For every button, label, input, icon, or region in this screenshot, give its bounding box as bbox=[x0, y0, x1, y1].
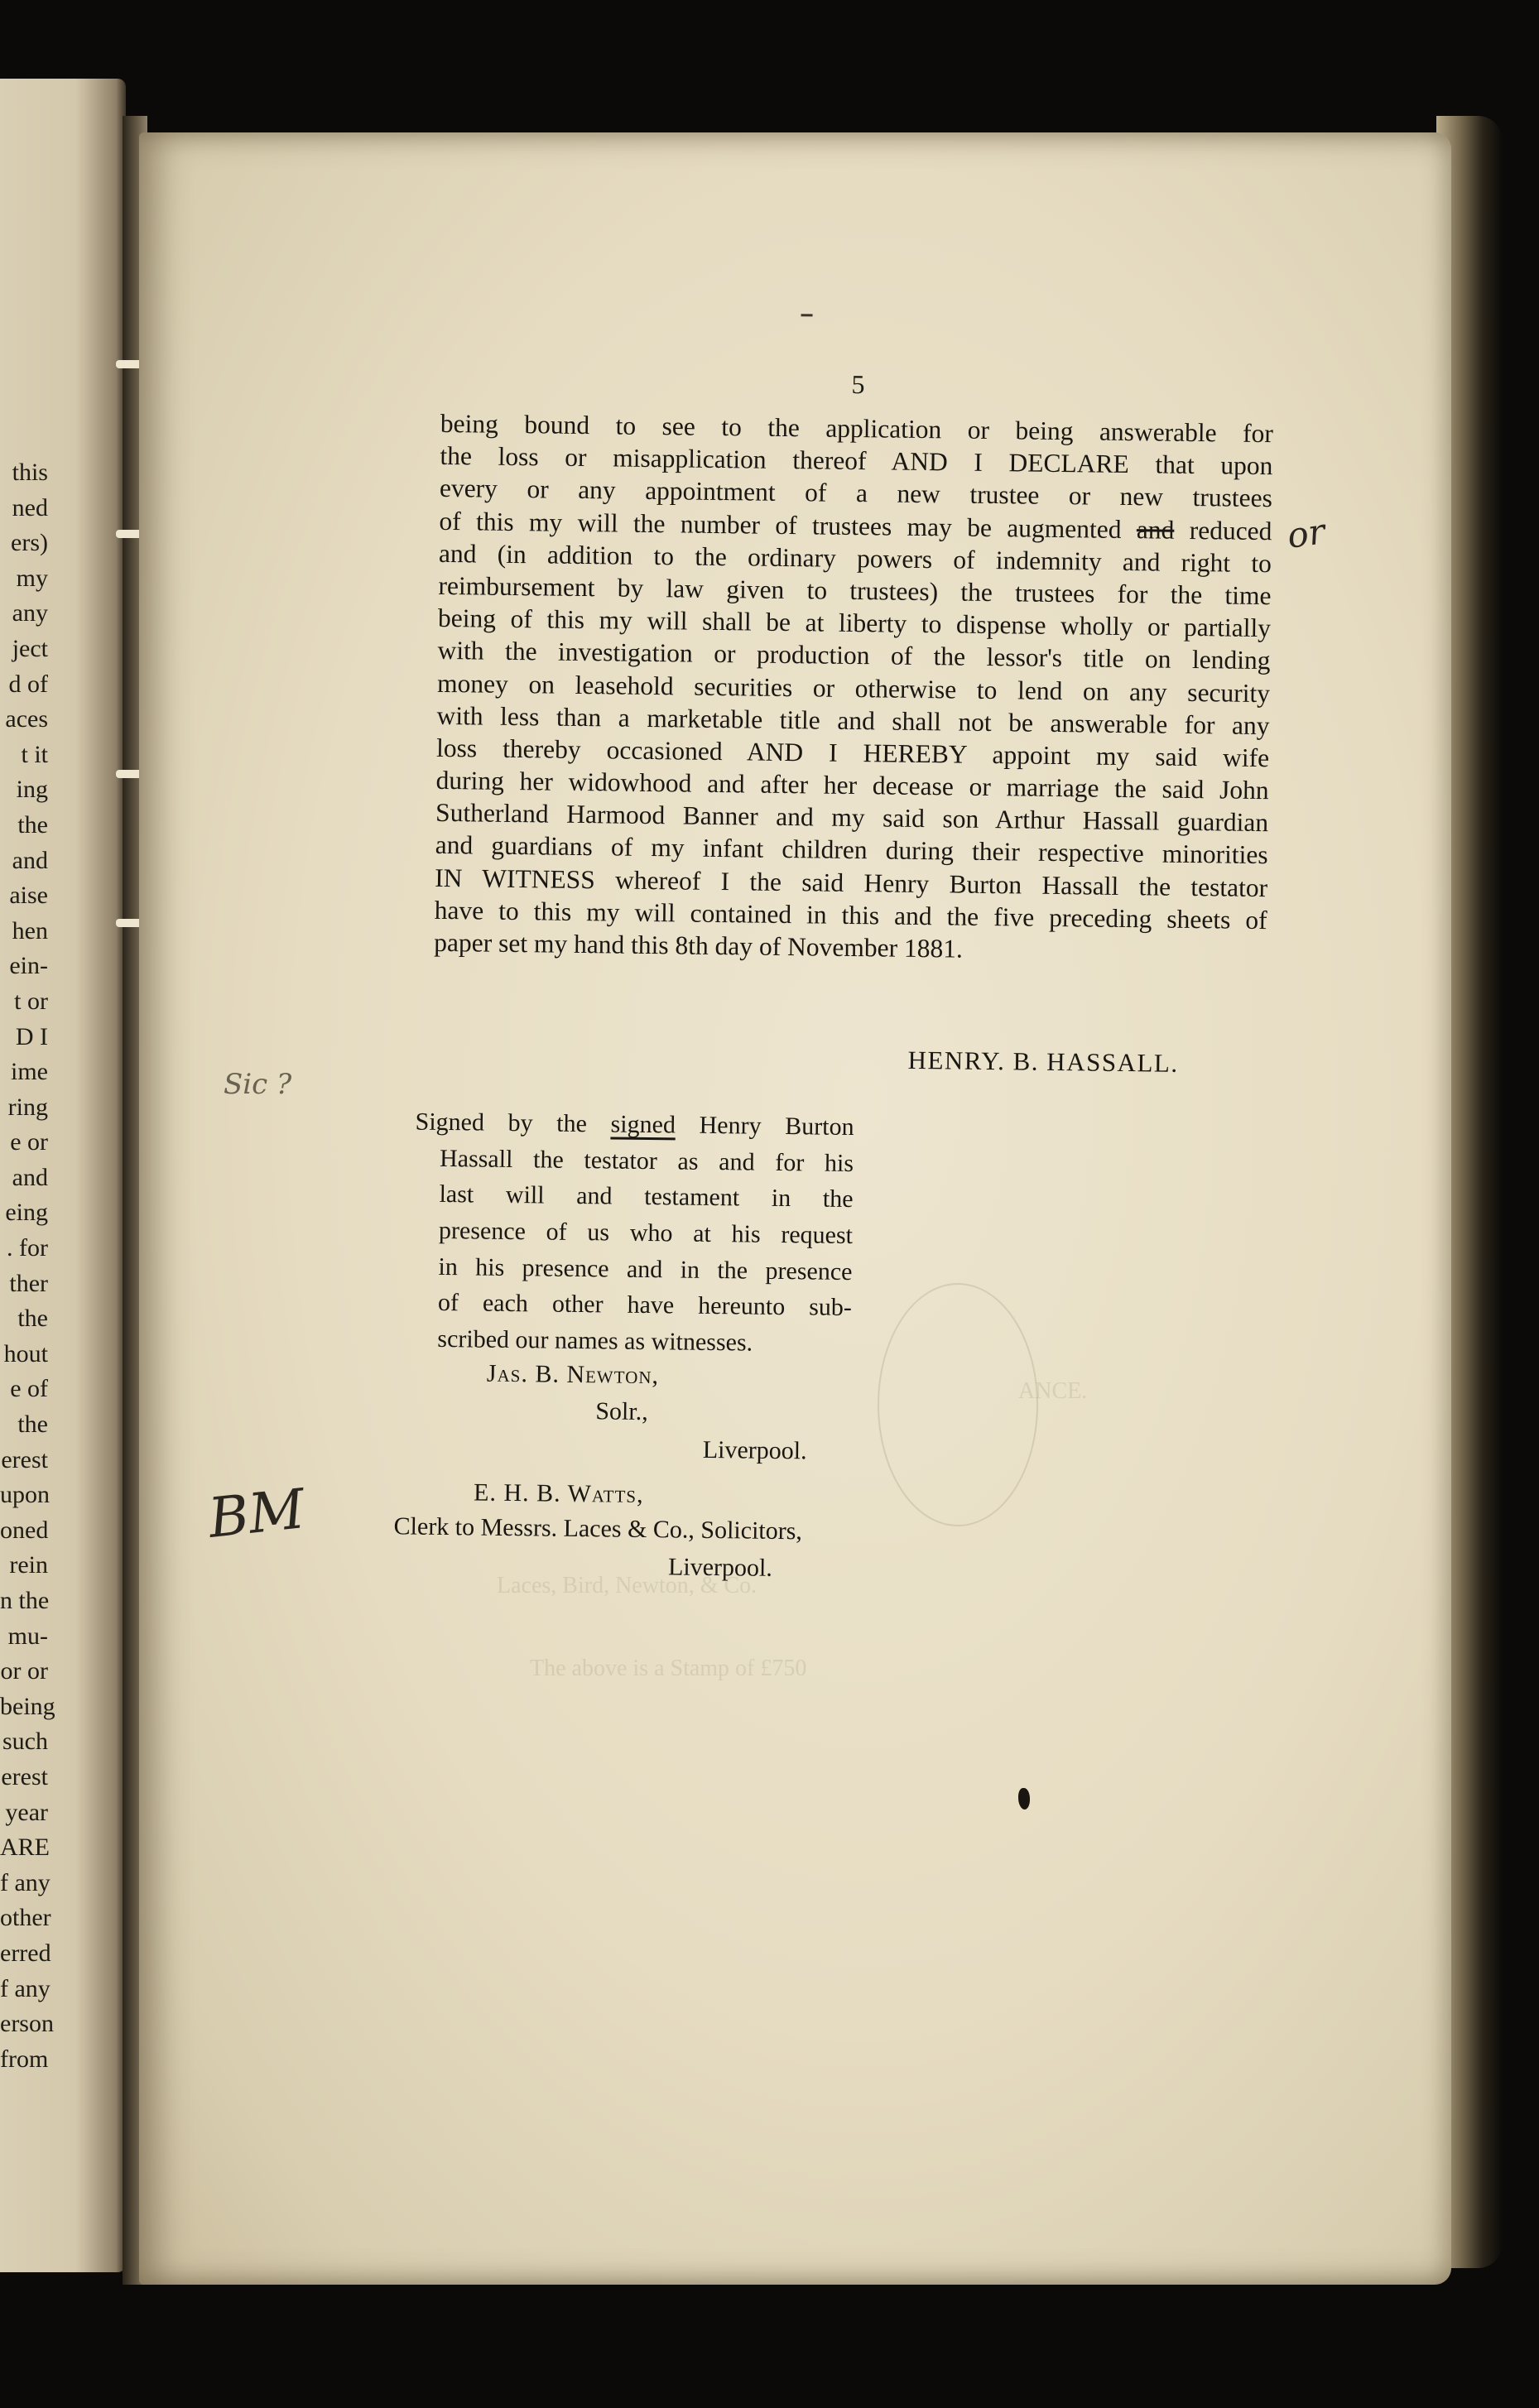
underlined-word: signed bbox=[610, 1110, 676, 1139]
left-page-fragment: hen bbox=[12, 916, 48, 944]
left-page-fragment: t it bbox=[21, 740, 48, 768]
left-page-fragment: ther bbox=[9, 1269, 48, 1297]
left-page-fragment: ers) bbox=[11, 529, 48, 557]
left-page-fragment: hout bbox=[3, 1339, 48, 1367]
left-page-fragment: f any bbox=[0, 1974, 50, 2002]
left-page-fragment: upon bbox=[0, 1481, 50, 1509]
body-line-start: of this my will the number of trustees may be augmented bbox=[439, 506, 1137, 544]
body-line: being of this my will shall be at liberty to dispense wholly or partially bbox=[437, 603, 1272, 643]
top-mark bbox=[801, 314, 813, 316]
bleed-through-text: The above is a Stamp of £750 bbox=[530, 1656, 807, 1681]
left-page-fragment: n the bbox=[0, 1587, 50, 1614]
body-line: reimbursement by law given to trustees) the trustees for the time bbox=[438, 570, 1272, 611]
attestation-start: Signed by the bbox=[415, 1108, 611, 1138]
bleed-through-text: ANCE. bbox=[1018, 1378, 1088, 1404]
struck-word: and bbox=[1136, 514, 1175, 545]
body-line: and guardians of my infant children during their respective minorities bbox=[435, 830, 1268, 870]
witness1-place: Liverpool. bbox=[702, 1435, 807, 1465]
left-page-fragment: . for bbox=[7, 1234, 48, 1262]
left-page-fragment: e or bbox=[10, 1128, 48, 1156]
body-line: the loss or misapplication thereof AND I DECLARE that upon bbox=[440, 441, 1273, 481]
left-page-fragment: D I bbox=[15, 1022, 48, 1050]
left-page-fragment: ime bbox=[11, 1058, 48, 1086]
body-line: Sutherland Harmood Banner and my said son Arthur Hassall guardian bbox=[435, 798, 1269, 838]
margin-initials: BM bbox=[205, 1477, 308, 1550]
left-page-fragment: the bbox=[17, 1305, 48, 1333]
witness2-place: Liverpool. bbox=[667, 1553, 773, 1582]
left-page-fragment: ned bbox=[12, 493, 48, 521]
body-line: during her widowhood and after her decease or marriage the said John bbox=[435, 765, 1269, 805]
body-line: being bound to see to the application or being answerable for bbox=[440, 408, 1274, 449]
left-page-fragment: rein bbox=[9, 1551, 48, 1579]
attestation-line: in his presence and in the presence bbox=[438, 1252, 853, 1286]
left-page-fragment: other bbox=[0, 1904, 51, 1932]
bleed-through-text: Laces, Bird, Newton, & Co. bbox=[497, 1573, 757, 1598]
left-page-fragment: d of bbox=[8, 670, 48, 698]
body-line: with less than a marketable title and shall not be answerable for any bbox=[436, 700, 1270, 740]
body-line: paper set my hand this 8th day of November 1881. bbox=[434, 927, 964, 964]
left-page-fragment: ject bbox=[12, 634, 48, 662]
body-line-tail: reduced bbox=[1174, 515, 1272, 546]
left-page-fragment: such bbox=[2, 1728, 48, 1756]
witness1-title: Solr., bbox=[595, 1397, 648, 1426]
left-page-fragment: oned bbox=[0, 1516, 49, 1544]
attestation-line: scribed our names as witnesses. bbox=[437, 1325, 753, 1357]
left-page-fragment: aise bbox=[9, 882, 48, 910]
left-page-fragment: being bbox=[0, 1692, 55, 1720]
left-page-fragment: ring bbox=[7, 1093, 48, 1121]
attestation-line: last will and testament in the bbox=[439, 1180, 854, 1214]
left-page-fragment: ein- bbox=[9, 952, 48, 980]
left-page-fragment: or or bbox=[0, 1657, 48, 1685]
body-line: money on leasehold securities or otherwise to lend on any security bbox=[436, 668, 1271, 708]
left-page-fragment: erred bbox=[0, 1939, 51, 1967]
left-page-fragment: eing bbox=[5, 1199, 48, 1227]
left-page-fragment: year bbox=[5, 1798, 48, 1826]
left-page-fragment: this bbox=[12, 459, 48, 486]
testator-signature: HENRY. B. HASSALL. bbox=[907, 1045, 1179, 1078]
ink-blot bbox=[1018, 1788, 1030, 1810]
left-page-fragment: aces bbox=[5, 705, 48, 733]
witness2-name: E. H. B. Watts, bbox=[473, 1478, 644, 1508]
left-page-fragment: my bbox=[16, 564, 48, 592]
left-page-fragment: e of bbox=[10, 1375, 48, 1403]
attestation-line: Hassall the testator as and for his bbox=[439, 1144, 854, 1177]
body-line: with the investigation or production of the lessor's title on lending bbox=[437, 636, 1271, 675]
left-page-fragment: mu- bbox=[7, 1622, 48, 1650]
margin-note-query: Sic ? bbox=[224, 1068, 292, 1101]
left-page-fragment: erest bbox=[1, 1445, 48, 1473]
left-page-fragment: erest bbox=[1, 1762, 48, 1790]
left-page-fragment: f any bbox=[0, 1868, 50, 1896]
page-number: 5 bbox=[851, 368, 865, 400]
left-page-fragment: t or bbox=[14, 987, 48, 1015]
body-line: have to this my will contained in this and the five preceding sheets of bbox=[434, 895, 1267, 935]
left-page-fragment: any bbox=[12, 599, 48, 627]
attestation-end: Henry Burton bbox=[675, 1111, 854, 1142]
left-page-fragment: from bbox=[0, 2045, 49, 2073]
body-line: and (in addition to the ordinary powers of indemnity and right to bbox=[438, 538, 1272, 578]
witness1-name: Jas. B. Newton, bbox=[486, 1359, 660, 1390]
margin-note-or: or bbox=[1284, 511, 1328, 556]
left-page-fragment: and bbox=[12, 846, 48, 874]
left-page-fragment: erson bbox=[0, 2010, 54, 2038]
left-page-fragment: ARE bbox=[0, 1834, 50, 1862]
attestation-line bbox=[415, 1104, 854, 1146]
left-page-fragment: ing bbox=[16, 776, 48, 804]
left-page-fragment: the bbox=[17, 810, 48, 839]
body-line: loss thereby occasioned AND I HEREBY appoint my said wife bbox=[435, 733, 1270, 773]
attestation-clause bbox=[412, 1104, 854, 1363]
left-page-fragment: the bbox=[17, 1411, 48, 1439]
will-body-text bbox=[434, 407, 1273, 968]
attestation-line: presence of us who at his request bbox=[438, 1216, 854, 1250]
left-page-fragment: and bbox=[12, 1163, 48, 1191]
body-line: IN WITNESS whereof I the said Henry Burton Hassall the testator bbox=[435, 863, 1268, 902]
witness2-title: Clerk to Messrs. Laces & Co., Solicitors, bbox=[393, 1512, 803, 1545]
body-line: every or any appointment of a new trustee or new trustees bbox=[439, 473, 1273, 513]
attestation-line: of each other have hereunto sub- bbox=[437, 1289, 853, 1322]
